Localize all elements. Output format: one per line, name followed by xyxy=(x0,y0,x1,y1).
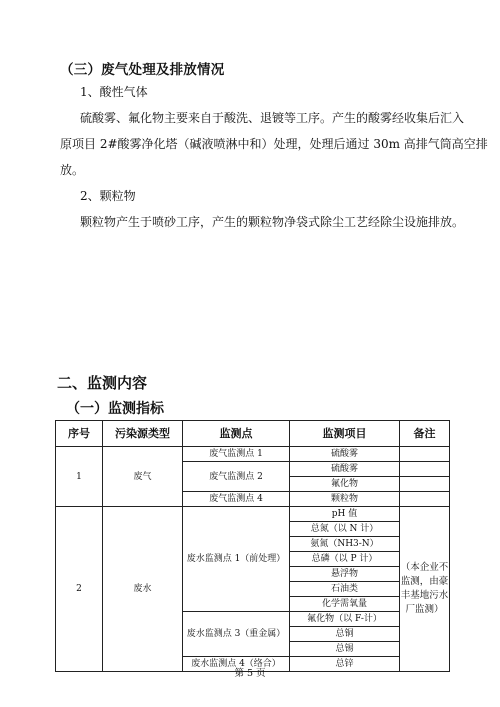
cell-item: 化学需氧量 xyxy=(290,597,400,612)
cell-item: 硫酸雾 xyxy=(290,462,400,477)
header-point: 监测点 xyxy=(183,421,290,447)
header-note: 备注 xyxy=(400,421,450,447)
paragraph-particulates: 颗粒物产生于喷砂工序，产生的颗粒物净袋式除尘工艺经除尘设施排放。 xyxy=(80,215,465,229)
cell-item: 总锡 xyxy=(290,642,400,657)
table-row xyxy=(56,447,450,462)
cell-note xyxy=(400,477,450,492)
header-type: 污染源类型 xyxy=(103,421,183,447)
page-number: 第 5 页 xyxy=(234,668,266,679)
cell-item: 氨氮（NH3-N） xyxy=(290,537,400,552)
cell-item: 悬浮物 xyxy=(290,567,400,582)
paragraph-line: 放。 xyxy=(60,163,85,177)
cell-note: （本企业不监测，由豪丰基地污水厂监测） xyxy=(400,507,450,672)
cell-item: 总氮（以 N 计） xyxy=(290,522,400,537)
cell-point: 废气监测点 1 xyxy=(183,447,290,462)
subheading-particulates: 2、颗粒物 xyxy=(80,189,136,203)
cell-point: 废水监测点 4（络合） xyxy=(183,657,290,672)
subheading-acid-gas: 1、酸性气体 xyxy=(80,85,148,99)
cell-item: 氟化物 xyxy=(290,477,400,492)
cell-item: 总铜 xyxy=(290,627,400,642)
cell-point: 废水监测点 3（重金属） xyxy=(183,612,290,657)
cell-note xyxy=(400,492,450,507)
cell-point: 废水监测点 1（前处理） xyxy=(183,507,290,612)
cell-type: 废气 xyxy=(103,447,183,507)
paragraph-line: 硫酸雾、氟化物主要来自于酸洗、退镀等工序。产生的酸雾经收集后汇入 xyxy=(80,111,465,125)
cell-item: 硫酸雾 xyxy=(290,447,400,462)
cell-point: 废气监测点 2 xyxy=(183,462,290,492)
table-row xyxy=(56,507,450,522)
section-heading-waste-gas: （三）废气处理及排放情况 xyxy=(60,62,225,78)
cell-item: 总锌 xyxy=(290,657,400,672)
cell-item: 颗粒物 xyxy=(290,492,400,507)
cell-item: pH 值 xyxy=(290,507,400,522)
monitoring-table xyxy=(55,420,450,672)
cell-item: 总磷（以 P 计） xyxy=(290,552,400,567)
cell-item: 氟化物（以 F-计） xyxy=(290,612,400,627)
cell-item: 石油类 xyxy=(290,582,400,597)
cell-note xyxy=(400,462,450,477)
header-item: 监测项目 xyxy=(290,421,400,447)
paragraph-line: 原项目 2#酸雾净化塔（碱液喷淋中和）处理，处理后通过 30m 高排气筒高空排 xyxy=(60,137,488,151)
cell-point: 废气监测点 4 xyxy=(183,492,290,507)
section-heading-monitoring: 二、监测内容 xyxy=(57,374,148,392)
header-no: 序号 xyxy=(56,421,103,447)
cell-no: 1 xyxy=(56,447,103,507)
cell-type: 废水 xyxy=(103,507,183,672)
cell-note xyxy=(400,447,450,462)
cell-no: 2 xyxy=(56,507,103,672)
subheading-monitoring-indicators: （一）监测指标 xyxy=(66,401,164,417)
table-header-row xyxy=(56,421,450,447)
